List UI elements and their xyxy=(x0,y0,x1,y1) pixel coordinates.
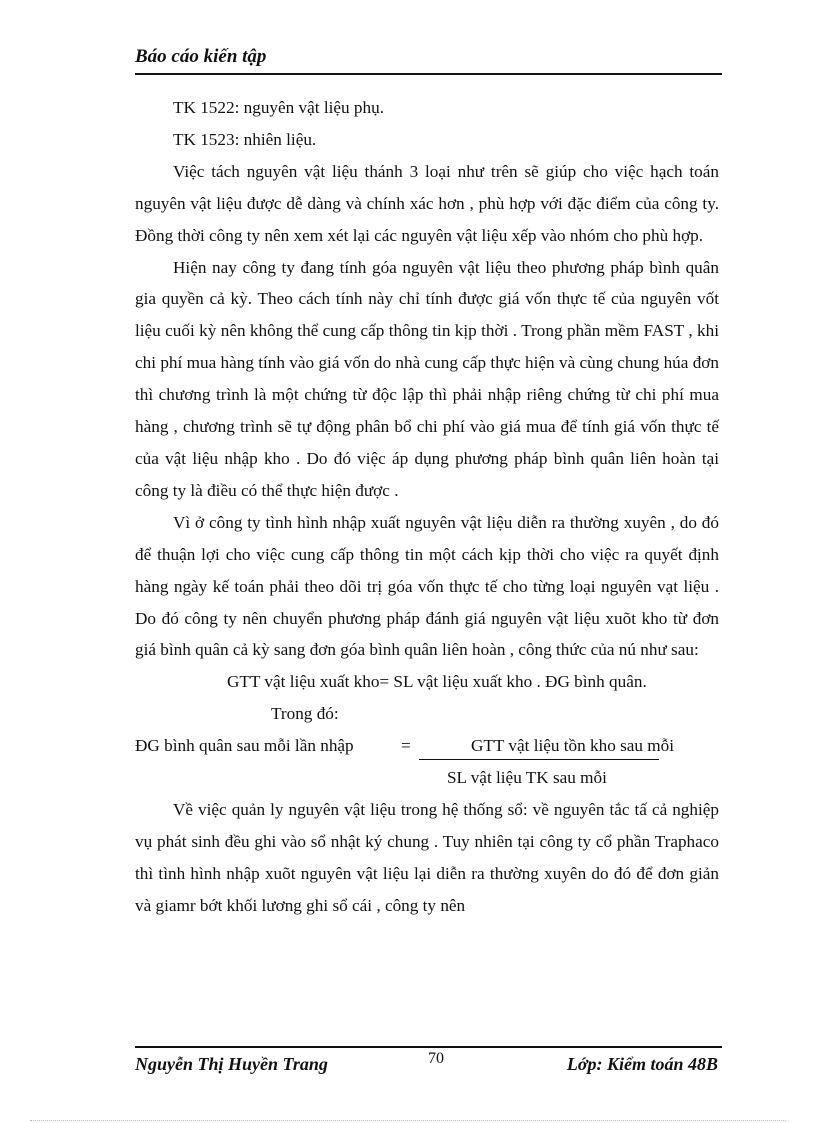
fraction-bar xyxy=(419,759,659,760)
paragraph-tk1523: TK 1523: nhiên liệu. xyxy=(173,129,317,149)
formula-fraction xyxy=(135,730,719,794)
header-title: Báo cáo kiến tập xyxy=(135,46,267,67)
header-divider xyxy=(135,73,722,75)
paragraph-classification: Việc tách nguyên vật liệu thánh 3 loại như trên sẽ giúp cho việc hạch toán nguyên vật liệu được dễ dàng và chính xác hơn , phù hợp với đặc điểm của công ty. Đồng thời công ty nên xem xét lại các nguyên vật liệu xếp vào nhóm cho phù hợp. xyxy=(135,161,719,245)
fraction-numerator: GTT vật liệu tồn kho sau mỗi xyxy=(471,736,675,756)
footer-class: Lớp: Kiểm toán 48B xyxy=(566,1054,718,1074)
paragraph-tk1522: TK 1522: nguyên vật liệu phụ. xyxy=(173,98,384,117)
footer-author: Nguyễn Thị Huyền Trang xyxy=(135,1054,328,1074)
paragraph-current-method: Hiện nay công ty đang tính góa nguyên vật liệu theo phương pháp bình quân gia quyền cả kỳ. Theo cách tính này chỉ tính được giá vốn thực tế của nguyên vốt liệu cuối kỳ nên không thể cung cấp thông tin kịp thời . Trong phần mềm FAST , khi chi phí mua hàng tính vào giá vốn do nhà cung cấp thực hiện và cùng chung húa đơn thì chương trình là một chứng từ độc lập thì phải nhập riêng chứng từ chi phí mua hàng , chương trình sẽ tự động phân bổ chi phí vào giá mua để tính giá vốn thực tế của vật liệu nhập kho . Do đó việc áp dụng phương pháp bình quân liên hoàn tại công ty là điều có thể thực hiện được . xyxy=(135,257,719,500)
fraction-denominator: SL vật liệu TK sau mỗi xyxy=(447,768,607,788)
paragraph-ledger: Về việc quản ly nguyên vật liệu trong hệ thống sổ: về nguyên tắc tấ cả nghiệp vụ phát sinh đều ghi vào sổ nhật ký chung . Tuy nhiên tại công ty cổ phần Traphaco thì tình hình nhập xuõt nguyên vật liệu lại diễn ra thường xuyên do đó để đơn giản và giamr bớt khối lương ghi sổ cái , công ty nên xyxy=(135,800,719,915)
formula-gtt: GTT vật liệu xuất kho= SL vật liệu xuất kho . ĐG bình quân. xyxy=(227,672,647,692)
paragraph-proposal: Vì ở công ty tình hình nhập xuất nguyên vật liệu diễn ra thường xuyên , do đó để thuận lợi cho việc cung cấp thông tin một cách kịp thời cho việc ra quyết định hàng ngày kế toán phải theo dõi trị góa vốn thực tế cho từng loại nguyên vạt liệu . Do đó công ty nên chuyển phương pháp đánh giá nguyên vật liệu xuõt kho từ đơn giá bình quân cả kỳ sang đơn góa bình quân liên hoàn , công thức của nú như sau: xyxy=(135,512,719,660)
formula-where-label: Trong đó: xyxy=(271,704,339,724)
fraction-equals: = xyxy=(401,736,411,756)
fraction-lhs: ĐG bình quân sau mỗi lần nhập xyxy=(135,736,354,756)
page-number: 70 xyxy=(428,1050,444,1067)
page-bottom-edge xyxy=(30,1120,786,1121)
document-body xyxy=(135,92,719,922)
footer-divider xyxy=(135,1046,722,1048)
